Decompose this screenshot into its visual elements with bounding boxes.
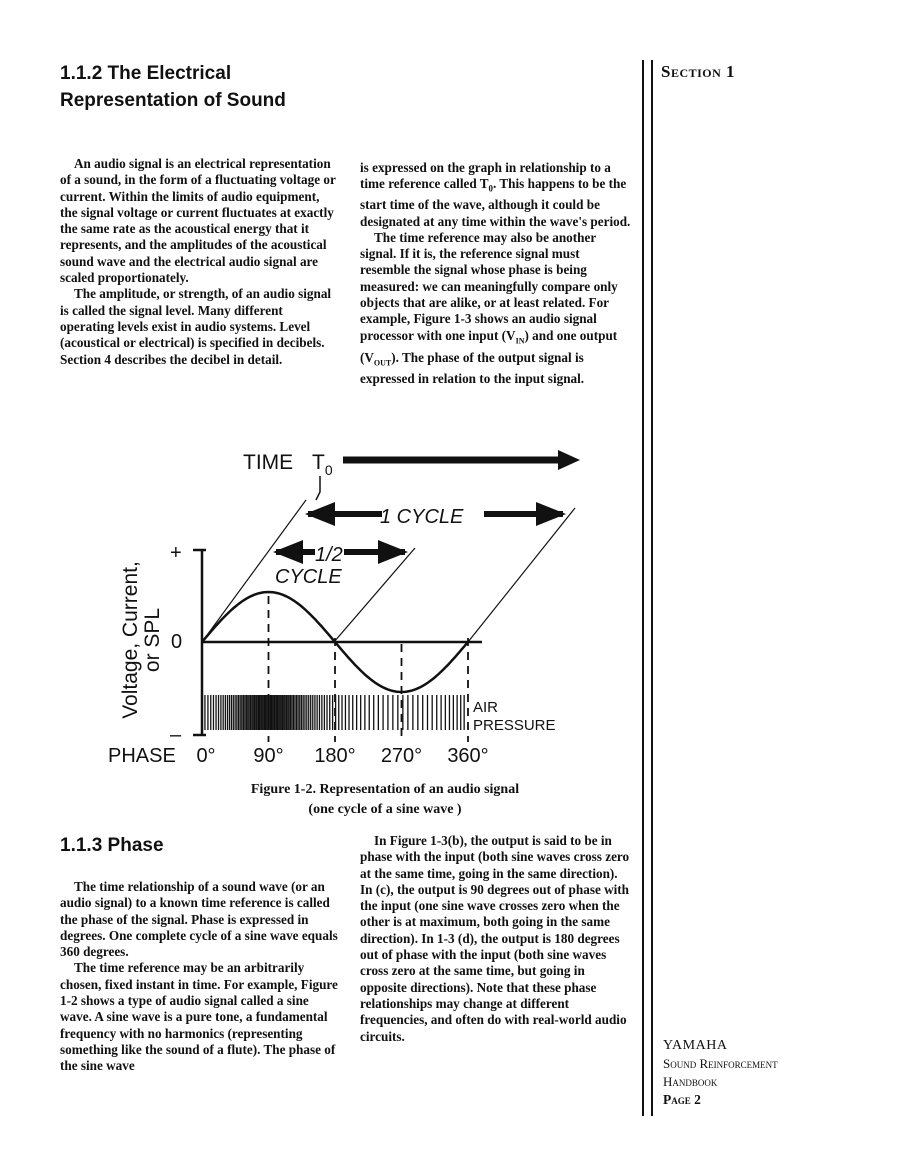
cycle-guide-end bbox=[468, 508, 575, 642]
caption-line-1: Figure 1-2. Representation of an audio signal bbox=[250, 782, 520, 797]
figure-caption bbox=[130, 780, 640, 820]
paragraph: The time reference may also be another signal. If it is, the reference signal must resemble the signal whose phase is being measured: we can meaningfully compare only objects that are alike, or at least related. For example, Figure 1-3 shows an audio signal processor with one input $(V_{IN})$ and one output $(V_{OUT})$. The phase of the output signal is expressed in relation to the input signal. bbox=[360, 229, 618, 387]
section-heading-1-1-3: 1.1.3 Phase bbox=[60, 835, 164, 856]
phase-tick-labels bbox=[196, 745, 488, 767]
paragraph: The time relationship of a sound wave (or an audio signal) to a known time reference is called the phase of the signal. Phase is expressed in degrees. One complete cycle of a sine wave equals 360 degrees. bbox=[60, 879, 338, 960]
paragraph: The time reference may be an arbitrarily chosen, fixed instant in time. For example, Figure 1-2 shows a type of audio signal called a sine wave. A sine wave is a pure tone, a fundamental frequency with no harmonics (representing something like the sound of a flute). The phase of the sine wave bbox=[60, 960, 338, 1074]
y-tick-label-zero: 0 bbox=[171, 631, 183, 653]
y-axis-label-line2: or SPL bbox=[141, 607, 164, 673]
body-column-1-1-1-3 bbox=[60, 879, 340, 1075]
section-label: Section 1 bbox=[661, 62, 736, 81]
half-cycle-fraction: 1/2 bbox=[315, 544, 343, 566]
y-axis-label bbox=[119, 561, 164, 719]
paragraph: The amplitude, or strength, of an audio signal is called the signal level. Many different operating levels exist in audio systems. Level (acoustical or electrical) is specified in decibels. Section 4 describes the decibel in detail. bbox=[60, 286, 332, 367]
paragraph: An audio signal is an electrical representation of a sound, in the form of a fluctuating voltage or current. Within the limits of audio equipment, the signal voltage or current fluctuates at exactly the same rate as the acoustical energy that it represents, and the amplitudes of the acoustical sound wave and the electrical audio signal are scaled proportionately. bbox=[60, 156, 336, 286]
phase-tick-label: 90° bbox=[253, 745, 284, 767]
air-label: AIR bbox=[473, 699, 499, 716]
brand-name: YAMAHA bbox=[663, 1038, 728, 1053]
y-axis-label-line1: Voltage, Current, bbox=[119, 561, 142, 719]
page-number: Page 2 bbox=[663, 1092, 701, 1107]
phase-tick-label: 360° bbox=[447, 745, 489, 767]
one-cycle-label: 1 CYCLE bbox=[380, 506, 464, 528]
pressure-label: PRESSURE bbox=[473, 717, 556, 734]
book-title-line1: Sound Reinforcement bbox=[663, 1056, 778, 1071]
y-tick-label-minus: – bbox=[170, 724, 182, 746]
heading-line-1: 1.1.2 The Electrical bbox=[60, 63, 232, 84]
heading-line-2: Representation of Sound bbox=[60, 90, 286, 111]
paragraph: In Figure 1-3(b), the output is said to be in phase with the input (both sine waves cross zero at the same time, going in the same direction). In (c), the output is 90 degrees out of phase with the input (one sine wave crosses zero when the other is at maximum, both going in the same direction). In 1-3 (d), the output is 180 degrees out of phase with the input (both sine waves cross zero at the same time, but going in opposite directions). Note that these phase relationships may change at different frequencies, and often do with real-world audio circuits. bbox=[360, 833, 630, 1044]
phase-tick-label: 270° bbox=[380, 745, 423, 767]
t0-label: $T_0$ bbox=[312, 451, 333, 478]
book-title-line2: Handbook bbox=[663, 1074, 718, 1089]
phase-axis-label: PHASE bbox=[108, 745, 176, 767]
sidebar-footer bbox=[663, 1037, 778, 1109]
time-arrow-head bbox=[558, 450, 580, 470]
half-cycle-word: CYCLE bbox=[275, 566, 342, 588]
paragraph: is expressed on the graph in relationship to a time reference called $T_0$. This happens to be the start time of the wave, although it could be designated at any time within the wave's period. bbox=[360, 160, 631, 229]
phase-tick-label: 0° bbox=[196, 745, 216, 767]
cycle-guide-half bbox=[334, 548, 415, 642]
time-label: TIME bbox=[243, 451, 294, 474]
body-column-2-1-1-3 bbox=[360, 833, 632, 1045]
t0-bracket bbox=[316, 476, 320, 500]
y-tick-label-plus: + bbox=[170, 542, 182, 564]
phase-tick-label: 180° bbox=[314, 745, 356, 767]
caption-line-2: (one cycle of a sine wave ) bbox=[308, 802, 462, 817]
